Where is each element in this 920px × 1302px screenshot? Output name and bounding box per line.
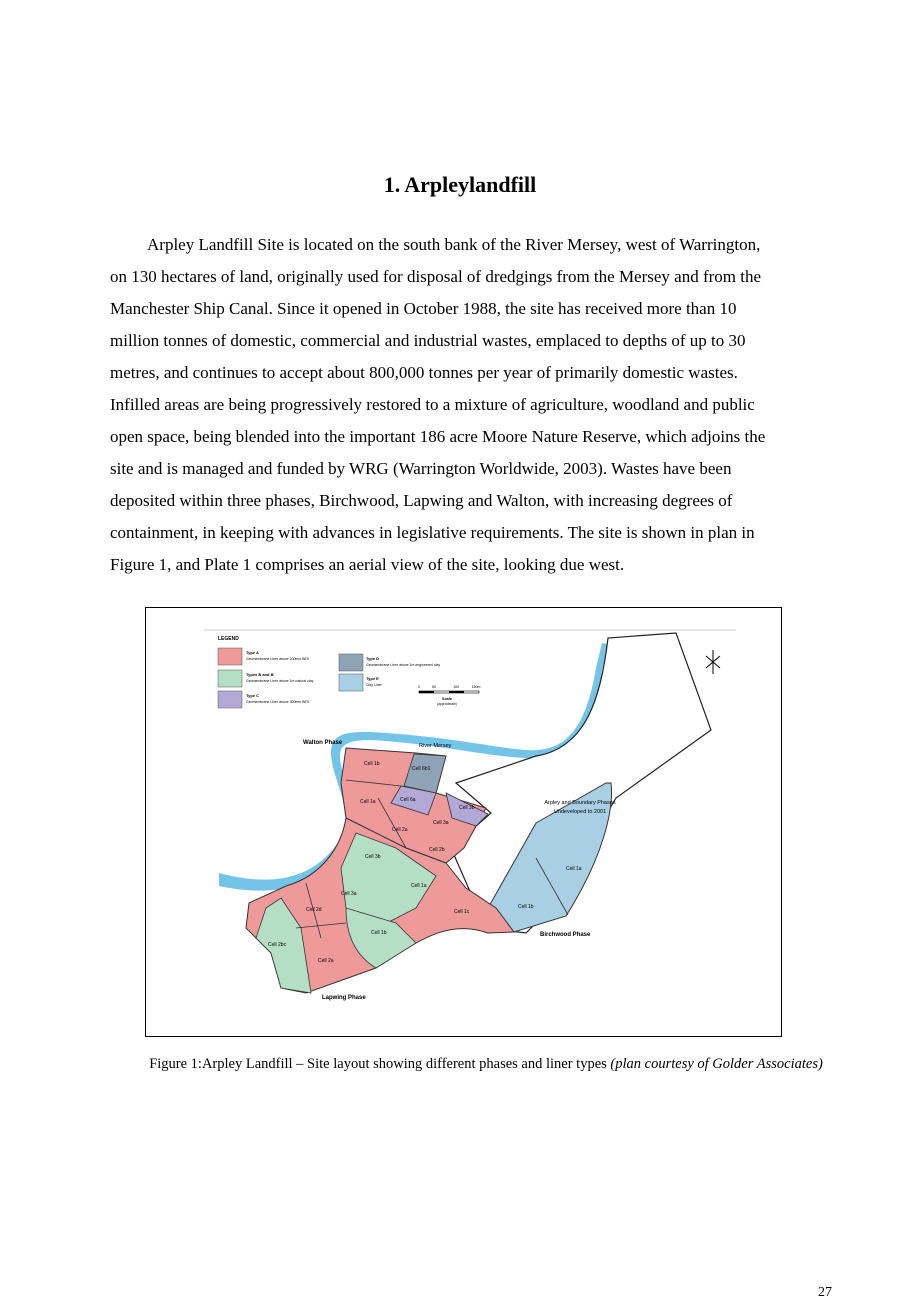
scale-tick: 50 — [432, 685, 436, 689]
legend-desc: Geomembrane Liner above 200mm BES — [246, 657, 310, 661]
cell-label: Cell 6b1 — [412, 766, 431, 772]
body-paragraph — [110, 229, 830, 581]
cell-label: Cell 3b — [459, 805, 475, 811]
section-heading — [0, 172, 920, 198]
legend-item-type-d — [339, 654, 440, 671]
paragraph-line: deposited within three phases, Birchwood, Lapwing and Walton, with increasing degrees of — [110, 491, 733, 510]
caption-credit: (plan courtesy of Golder Associates) — [610, 1056, 823, 1072]
paragraph-line: open space, being blended into the important 186 acre Moore Nature Reserve, which adjoins the — [110, 427, 766, 446]
paragraph-line: Infilled areas are being progressively restored to a mixture of agriculture, woodland and public — [110, 395, 755, 414]
legend-swatch — [218, 691, 242, 708]
cell-label: Cell 2d — [306, 907, 322, 913]
legend-desc: Geomembrane Liner above 1m engineered clay — [366, 663, 441, 667]
legend-type: Type D — [366, 656, 380, 661]
legend-title: LEGEND — [218, 636, 239, 642]
cell-label: Cell 1a — [360, 799, 376, 805]
legend-item-type-a — [218, 648, 310, 665]
cell-label: Cell 1b — [371, 930, 387, 936]
legend-swatch — [218, 648, 242, 665]
walton-phase-label: Walton Phase — [303, 740, 343, 746]
cell-label: Cell 2a — [318, 958, 334, 964]
scale-label: Scale — [442, 697, 452, 701]
legend-desc: Geomembrane Liner above 300mm BES — [246, 700, 310, 704]
legend-type: Type A — [246, 650, 259, 655]
figure-caption — [145, 1055, 827, 1073]
lapwing-phase-label: Lapwing Phase — [322, 995, 366, 1001]
legend-desc: Geomembrane Liner above 1m natural clay — [246, 679, 314, 683]
legend-item-type-e — [339, 674, 383, 691]
cell-label: Cell 3a — [433, 820, 449, 826]
paragraph-line: containment, in keeping with advances in legislative requirements. The site is shown in plan in — [110, 523, 755, 542]
north-arrow-icon — [706, 650, 720, 674]
cell-label: Cell 1a — [411, 883, 427, 889]
cell-label: Cell 3b — [365, 854, 381, 860]
cell-label: Cell 1b — [518, 904, 534, 910]
paragraph-line: on 130 hectares of land, originally used for disposal of dredgings from the Mersey and from the — [110, 267, 762, 286]
cell-label: Cell 2b — [429, 847, 445, 853]
arpley-phase-note: Undeveloped to 2001 — [553, 809, 607, 815]
scale-tick: 0 — [418, 685, 420, 689]
river-label: River Mersey — [419, 743, 452, 749]
legend-swatch — [218, 670, 242, 687]
scale-tick: 100 — [453, 685, 459, 689]
cell-label: Cell 1b — [364, 761, 380, 767]
scale-tick: 150m — [471, 685, 481, 689]
cell-label: Cell 1a — [566, 866, 582, 872]
page-number: 27 — [818, 1285, 832, 1300]
paragraph-line: Arpley Landfill Site is located on the south bank of the River Mersey, west of Warrington, — [147, 235, 761, 254]
paragraph-line: metres, and continues to accept about 800,000 tonnes per year of primarily domestic wastes. — [110, 363, 738, 382]
legend-type: Types B and B' — [246, 672, 275, 677]
site-layout-figure — [145, 607, 782, 1037]
cell-label: Cell 2a — [392, 827, 408, 833]
legend-desc: Clay Liner — [366, 683, 382, 687]
section-title: Arpleylandfill — [404, 172, 537, 197]
cell-label: Cell 2bc — [268, 942, 287, 948]
paragraph-line: Manchester Ship Canal. Since it opened in October 1988, the site has received more than 10 — [110, 299, 737, 318]
cell-label: Cell 1c — [454, 909, 470, 915]
legend-type: Type C — [246, 693, 260, 698]
paragraph-line: site and is managed and funded by WRG (Warrington Worldwide, 2003). Wastes have been — [110, 459, 732, 478]
cell-label: Cell 6a — [400, 797, 416, 803]
scale-note: (approximate) — [437, 702, 457, 706]
site-layout-map — [146, 608, 782, 1037]
cell-label: Cell 3a — [341, 891, 357, 897]
paragraph-line: million tonnes of domestic, commercial and industrial wastes, emplaced to depths of up to 30 — [110, 331, 746, 350]
legend-swatch — [339, 674, 363, 691]
birchwood-phase-label: Birchwood Phase — [540, 932, 591, 938]
section-number: 1. — [383, 172, 401, 197]
legend-item-type-c — [218, 691, 310, 708]
legend-item-type-b — [218, 670, 314, 687]
arpley-phase-label: Arpley and Boundary Phases — [544, 800, 616, 806]
scale-bar — [418, 685, 480, 706]
legend-swatch — [339, 654, 363, 671]
legend-type: Type E — [366, 676, 379, 681]
paragraph-line: Figure 1, and Plate 1 comprises an aerial view of the site, looking due west. — [110, 555, 625, 574]
caption-text: Figure 1:Arpley Landfill – Site layout showing different phases and liner types — [149, 1056, 607, 1072]
